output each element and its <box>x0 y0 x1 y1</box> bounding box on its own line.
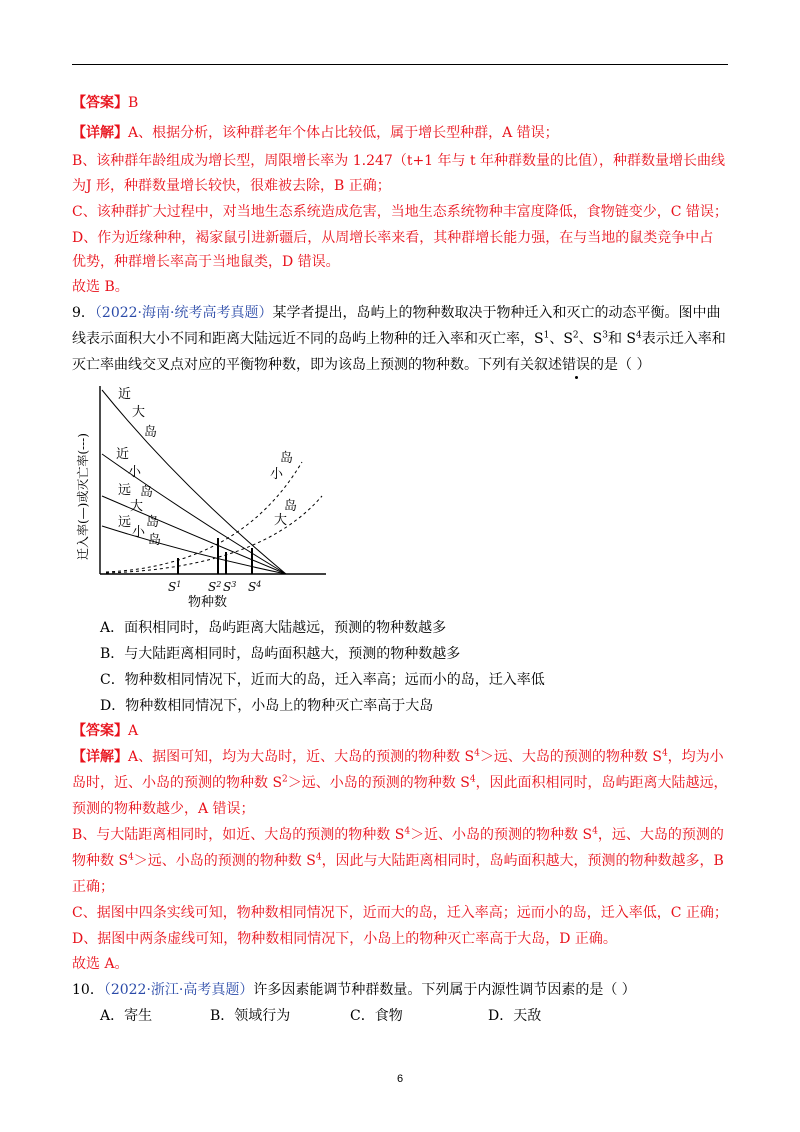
sup: 4 <box>592 826 598 837</box>
sup: 2 <box>572 330 579 341</box>
svg-text:大: 大 <box>130 499 144 514</box>
answer-value: B <box>128 95 139 111</box>
q9-detail-2 <box>72 772 732 794</box>
stem-text: 线表示面积大小不同和距离大陆远近不同的岛屿上物种的迁入率和灭亡率，S <box>72 331 544 347</box>
detail-text: ，均为小 <box>667 749 724 765</box>
stem-text: 某学者提出，岛屿上的物种数取决于物种迁入和灭亡的动态平衡。图中曲 <box>272 305 721 321</box>
svg-text:岛: 岛 <box>280 451 294 466</box>
question-source: （2022·海南·统考高考真题） <box>94 305 273 321</box>
detail-label: 【详解】 <box>72 125 128 141</box>
detail-label: 【详解】 <box>72 749 128 765</box>
sup: 3 <box>602 330 608 341</box>
svg-text:小: 小 <box>270 467 284 482</box>
q9-answer-line <box>72 720 732 742</box>
stem-text: 、S <box>578 331 603 347</box>
q8-detail-d2: 优势，种群增长率高于当地鼠类，D 错误。 <box>72 254 340 270</box>
detail-text: ＞远、小岛的预测的物种数 S <box>287 775 470 791</box>
stem-text: 许多因素能调节种群数量。下列属于内源性调节因素的是（ ） <box>253 982 636 998</box>
tick-s2: $S^2$ <box>208 580 222 594</box>
svg-text:岛: 岛 <box>148 533 162 548</box>
q9-detail-3: 预测的物种数越少，A 错误； <box>72 801 255 817</box>
detail-text: ＞远、大岛的预测的物种数 S <box>479 749 662 765</box>
detail-text: ＞近、小岛的预测的物种数 S <box>410 827 593 843</box>
svg-text:小: 小 <box>128 465 142 480</box>
stem-text: 表示迁入率和 <box>641 331 726 347</box>
svg-text:岛: 岛 <box>140 485 154 500</box>
sup: 4 <box>315 852 322 863</box>
detail-text: A、根据分析，该种群老年个体占比较低，属于增长型种群，A 错误； <box>128 125 559 141</box>
detail-text: A、据图可知，均为大岛时，近、大岛的预测的物种数 S <box>128 749 475 765</box>
q9-option-b: B．与大陆距离相同时，岛屿面积越大，预测的物种数越多 <box>100 646 461 662</box>
detail-text: 物种数 S <box>72 853 129 869</box>
q9-detail-4 <box>72 824 732 846</box>
q8-answer-line <box>72 92 732 114</box>
x-axis-label: 物种数 <box>188 595 228 608</box>
label-big-island <box>274 498 297 528</box>
detail-text: ，因此与大陆距离相同时，岛屿面积越大，预测的物种数越多，B <box>321 853 724 869</box>
svg-text:近: 近 <box>116 447 130 462</box>
answer-value: A <box>128 723 139 739</box>
q9-detail-6: 正确； <box>72 879 114 895</box>
stem-text: 、S <box>549 331 573 347</box>
q8-conclusion: 故选 B。 <box>72 279 129 295</box>
q8-detail-c: C、该种群扩大过程中，对当地生态系统造成危害，当地生态系统物种丰富度降低，食物链变少，C 错误； <box>72 204 728 220</box>
q9-option-a: A．面积相同时，岛屿距离大陆越远，预测的物种数越多 <box>100 620 447 636</box>
q10-option-b: B．领域行为 <box>210 1008 291 1024</box>
q9-stem-line-1 <box>72 302 732 324</box>
label-small-island <box>270 450 293 482</box>
stem-text: 灭亡率曲线交叉点对应的平衡物种数，即为该岛上预测的物种数。下列有关叙述 <box>72 357 562 373</box>
sup: 4 <box>661 748 668 759</box>
detail-text: ，远、大岛的预测的 <box>597 827 724 843</box>
q9-detail-7: C、据图中四条实线可知，物种数相同情况下，近而大的岛，迁入率高；远而小的岛，迁入率低，C 正确； <box>72 905 728 921</box>
page-number: 6 <box>396 1073 404 1085</box>
question-source: （2022·浙江·高考真题） <box>103 982 254 998</box>
q10-option-d: D．天敌 <box>488 1008 542 1024</box>
detail-text: B、与大陆距离相同时，如近、大岛的预测的物种数 S <box>72 827 405 843</box>
sup: 2 <box>282 774 288 785</box>
q10-stem <box>72 979 732 1001</box>
tick-s1: $S^1$ <box>168 580 182 594</box>
svg-text:岛: 岛 <box>284 499 298 514</box>
q10-option-a: A．寄生 <box>100 1008 153 1024</box>
question-number: 9． <box>72 305 95 321</box>
svg-text:远: 远 <box>118 483 132 498</box>
y-axis-label: 迁入率(—)或灭亡率(---) <box>76 433 90 560</box>
emphasis-dotted: 错误 <box>562 354 590 376</box>
header-rule <box>72 64 728 65</box>
q9-option-c: C．物种数相同情况下，近而大的岛，迁入率高；远而小的岛，迁入率低 <box>100 672 545 688</box>
q9-detail-5 <box>72 850 732 872</box>
q9-detail-8: D、据图中两条虚线可知，物种数相同情况下，小岛上的物种灭亡率高于大岛，D 正确。 <box>72 931 617 947</box>
q9-stem-line-2 <box>72 328 732 350</box>
q8-detail-b2: 为J 形，种群数量增长较快，很难被去除，B 正确； <box>72 178 391 194</box>
svg-text:大: 大 <box>132 405 146 420</box>
svg-text:大: 大 <box>274 513 288 528</box>
sup: 4 <box>474 748 480 759</box>
sup: 4 <box>128 852 134 863</box>
sup: 1 <box>543 330 550 341</box>
stem-text: 和 S <box>607 331 637 347</box>
tick-s3: $S^3$ <box>223 580 237 594</box>
svg-text:岛: 岛 <box>146 515 160 530</box>
question-number: 10． <box>72 982 104 998</box>
q8-detail-b1: B、该种群年龄组成为增长型，周限增长率为 1.247（t+1 年与 t 年种群数量的比值），种群数量增长曲线 <box>72 153 726 169</box>
tick-s4: $S^4$ <box>248 580 262 594</box>
detail-text: 岛时，近、小岛的预测的物种数 S <box>72 775 283 791</box>
answer-label: 【答案】 <box>72 723 128 739</box>
q10-options <box>100 1005 760 1027</box>
answer-label: 【答案】 <box>72 95 128 111</box>
svg-text:小: 小 <box>132 525 146 540</box>
q9-conclusion: 故选 A。 <box>72 956 129 972</box>
q9-stem-line-3 <box>72 354 732 376</box>
svg-text:岛: 岛 <box>144 425 158 440</box>
q10-option-c: C．食物 <box>350 1008 403 1024</box>
sup: 4 <box>636 330 642 341</box>
svg-text:远: 远 <box>118 515 132 530</box>
stem-text: 的是（ ） <box>590 357 651 373</box>
sup: 4 <box>404 826 411 837</box>
q9-option-d: D．物种数相同情况下，小岛上的物种灭亡率高于大岛 <box>100 698 434 714</box>
curve-near-big <box>102 390 286 574</box>
detail-text: ，因此面积相同时，岛屿距离大陆越远， <box>475 775 728 791</box>
island-biogeography-figure <box>70 376 330 608</box>
detail-text: ＞远、小岛的预测的物种数 S <box>133 853 316 869</box>
svg-text:近: 近 <box>118 387 132 402</box>
q9-detail-1 <box>72 746 732 768</box>
q8-detail-d1: D、作为近缘种种，褐家鼠引进新疆后，从周增长率来看，其种群增长能力强，在与当地的鼠类竞争中占 <box>72 230 714 246</box>
q8-detail-a <box>72 122 732 144</box>
sup: 4 <box>469 774 476 785</box>
